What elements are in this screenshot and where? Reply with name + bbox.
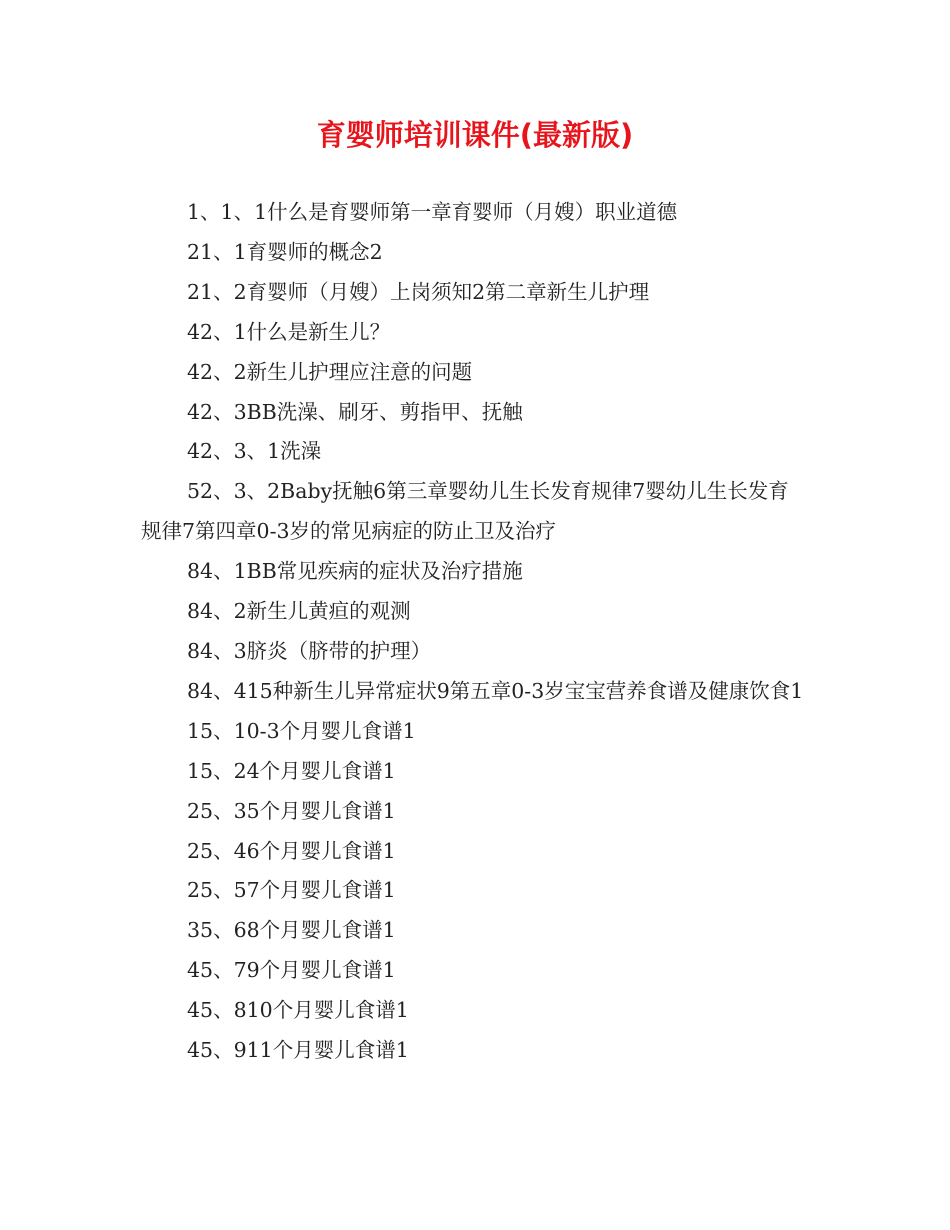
toc-line: 15、10-3个月婴儿食谱1 (187, 718, 416, 743)
toc-line: 35、68个月婴儿食谱1 (187, 918, 396, 943)
toc-line: 45、79个月婴儿食谱1 (187, 958, 396, 983)
toc-line: 25、46个月婴儿食谱1 (187, 838, 396, 863)
toc-line: 21、2育婴师（月嫂）上岗须知2第二章新生儿护理 (187, 279, 650, 304)
toc-line: 15、24个月婴儿食谱1 (187, 758, 396, 783)
toc-line: 21、1育婴师的概念2 (187, 239, 383, 264)
toc-line: 84、1BB常见疾病的症状及治疗措施 (187, 559, 523, 584)
toc-line: 45、810个月婴儿食谱1 (187, 998, 409, 1023)
toc-line: 42、1什么是新生儿？ (187, 319, 391, 344)
toc-line: 25、57个月婴儿食谱1 (187, 878, 396, 903)
toc-line: 84、415种新生儿异常症状9第五章0-3岁宝宝营养食谱及健康饮食1 (187, 678, 804, 703)
toc-line: 42、3、1洗澡 (187, 439, 322, 464)
toc-line: 84、3脐炎（脐带的护理） (187, 638, 432, 663)
toc-line: 25、35个月婴儿食谱1 (187, 798, 396, 823)
toc-line: 42、3BB洗澡、刷牙、剪指甲、抚触 (187, 399, 523, 424)
toc-line: 1、1、1什么是育婴师第一章育婴师（月嫂）职业道德 (187, 200, 678, 224)
toc-line: 52、3、2Baby抚触6第三章婴幼儿生长发育规律7婴幼儿生长发育规律7第四章0-3岁的常见病症的防止卫及治疗 (141, 479, 789, 544)
toc-line: 42、2新生儿护理应注意的问题 (187, 359, 473, 384)
toc-list (141, 193, 809, 1071)
document-title: 育婴师培训课件(最新版) (316, 118, 634, 152)
toc-line: 84、2新生儿黄疸的观测 (187, 599, 411, 624)
toc-line: 45、911个月婴儿食谱1 (187, 1038, 409, 1063)
